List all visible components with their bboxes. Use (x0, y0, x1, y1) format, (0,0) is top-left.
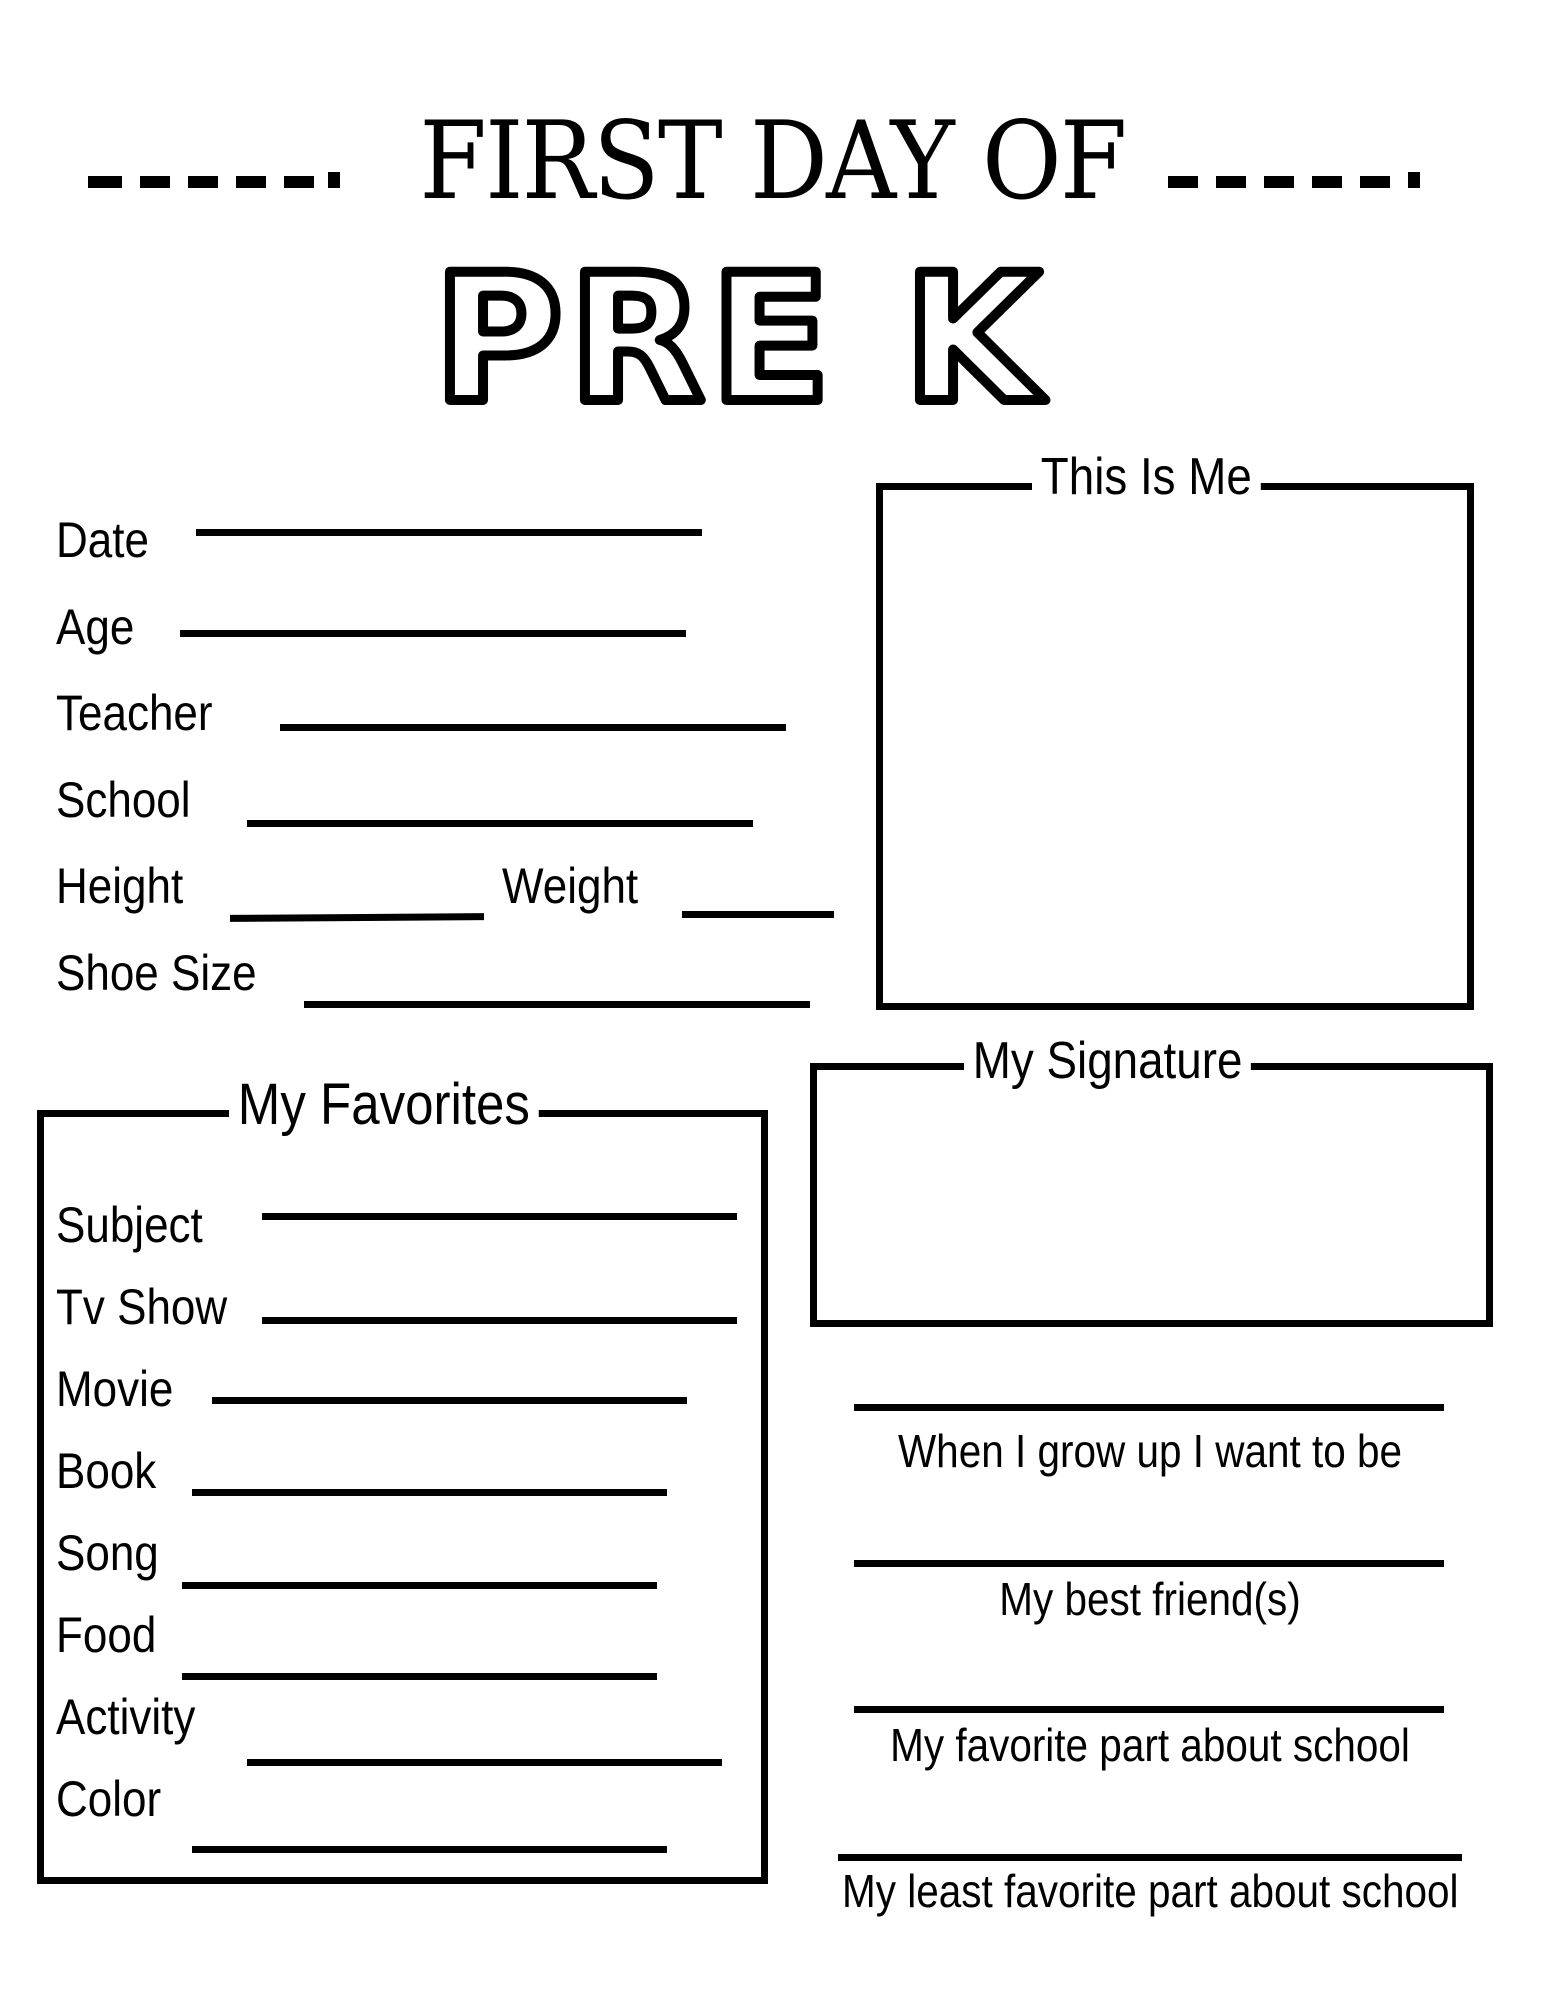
height-label: Height (56, 858, 184, 914)
grade-bubble-title (410, 250, 1070, 430)
favorite-food-field[interactable] (182, 1673, 657, 1680)
photo-box-title: This Is Me (1032, 451, 1261, 503)
age-field[interactable] (180, 630, 686, 637)
shoe-size-label: Shoe Size (56, 945, 257, 1001)
weight-field[interactable] (682, 911, 834, 918)
school-label: School (56, 772, 191, 828)
grade-label: PRE K (433, 250, 1047, 430)
prompt-best-friends-caption: My best friend(s) (999, 1573, 1301, 1625)
page-title: FIRST DAY OF (419, 99, 1126, 224)
age-label: Age (56, 599, 135, 655)
prompt-least-favorite-part-field[interactable] (838, 1854, 1462, 1861)
photo-box[interactable] (876, 483, 1474, 1010)
favorite-song-field[interactable] (182, 1582, 657, 1589)
weight-label: Weight (502, 858, 639, 914)
prompt-favorite-part-caption: My favorite part about school (890, 1719, 1410, 1771)
favorite-movie-label: Movie (56, 1361, 174, 1417)
favorite-subject-field[interactable] (262, 1213, 737, 1220)
favorite-book-label: Book (56, 1443, 157, 1499)
prompt-favorite-part-field[interactable] (854, 1706, 1444, 1713)
prompt-best-friends-field[interactable] (854, 1560, 1444, 1567)
favorite-tv-show-label: Tv Show (56, 1279, 228, 1335)
favorite-color-field[interactable] (192, 1846, 667, 1853)
school-field[interactable] (247, 820, 753, 827)
favorite-activity-field[interactable] (247, 1759, 722, 1766)
height-field[interactable] (230, 913, 484, 922)
signature-box-title: My Signature (964, 1035, 1251, 1087)
favorite-activity-label: Activity (56, 1689, 196, 1745)
favorite-food-label: Food (56, 1607, 157, 1663)
prompt-grow-up-field[interactable] (854, 1404, 1444, 1411)
favorite-movie-field[interactable] (212, 1397, 687, 1404)
date-field[interactable] (196, 529, 702, 536)
signature-box[interactable] (810, 1063, 1493, 1327)
favorite-tv-show-field[interactable] (262, 1317, 737, 1324)
prompt-least-favorite-part-caption: My least favorite part about school (842, 1865, 1459, 1917)
favorites-box-title: My Favorites (229, 1076, 539, 1134)
favorite-color-label: Color (56, 1771, 162, 1827)
shoe-size-field[interactable] (304, 1001, 810, 1008)
favorite-subject-label: Subject (56, 1197, 203, 1253)
teacher-label: Teacher (56, 685, 213, 741)
date-label: Date (56, 512, 149, 568)
teacher-field[interactable] (280, 724, 786, 731)
prompt-grow-up-caption: When I grow up I want to be (897, 1425, 1403, 1477)
favorite-book-field[interactable] (192, 1489, 667, 1496)
favorite-song-label: Song (56, 1525, 159, 1581)
